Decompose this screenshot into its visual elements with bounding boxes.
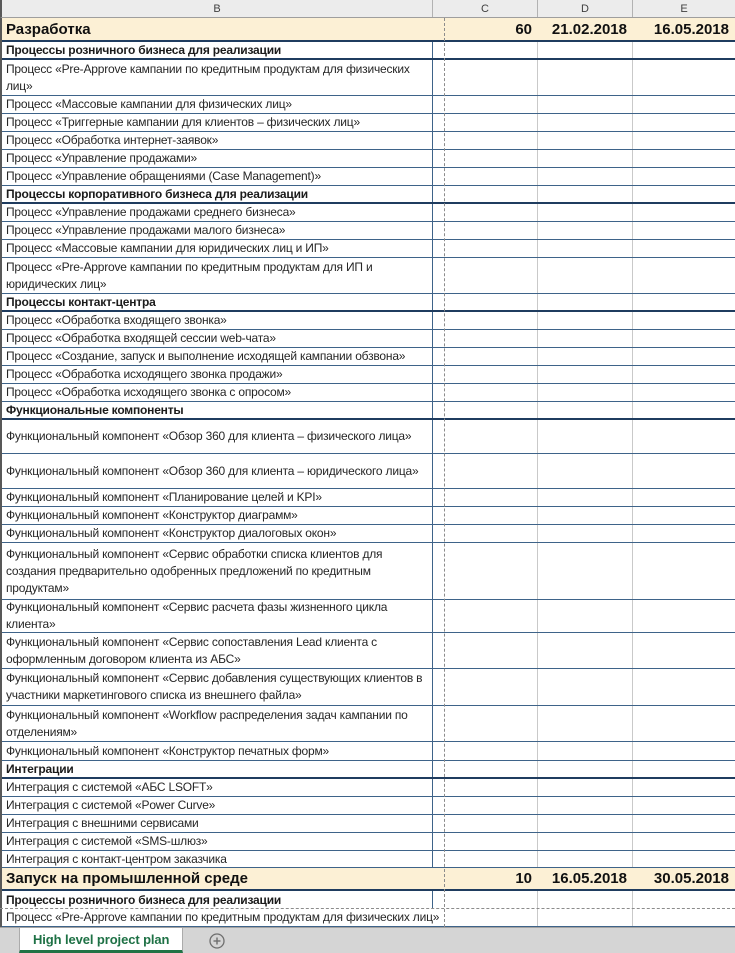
table-row <box>2 222 735 240</box>
cell-b[interactable]: Функциональный компонент «Конструктор диалоговых окон» <box>2 525 433 542</box>
cell-d[interactable] <box>538 742 633 760</box>
cell-e[interactable] <box>633 240 735 257</box>
cell-b[interactable]: Процессы контакт-центра <box>2 294 433 310</box>
cell-b[interactable]: Функциональный компонент «Планирование целей и KPI» <box>2 489 433 506</box>
cell-b[interactable]: Функциональный компонент «Сервис добавления существующих клиентов в участники маркетингового списка из внешнего файла» <box>2 669 433 705</box>
cell-e[interactable] <box>633 761 735 777</box>
cell-e[interactable] <box>633 420 735 453</box>
cell-b[interactable]: Процесс «Pre-Approve кампании по кредитным продуктам для физических лиц» <box>6 910 440 924</box>
cell-b[interactable]: Функциональный компонент «Сервис сопоставления Lead клиента с оформленным договором клиента из АБС» <box>2 633 433 668</box>
cell-b[interactable]: Процесс «Управление продажами среднего бизнеса» <box>2 204 433 221</box>
cell-e[interactable] <box>633 312 735 329</box>
table-row <box>2 833 735 851</box>
cell-d[interactable]: 16.05.2018 <box>551 870 627 887</box>
table-row <box>2 42 735 60</box>
cell-e[interactable] <box>633 525 735 542</box>
cell-b[interactable]: Процесс «Управление обращениями (Case Management)» <box>2 168 433 185</box>
cell-e[interactable] <box>633 96 735 113</box>
cell-c[interactable] <box>433 312 538 329</box>
cell-d[interactable] <box>538 525 633 542</box>
cell-e[interactable] <box>633 779 735 796</box>
cell-d[interactable] <box>538 507 633 524</box>
table-row <box>2 258 735 294</box>
cell-d[interactable] <box>538 454 633 488</box>
cell-b[interactable]: Процесс «Массовые кампании для физических лиц» <box>2 96 433 113</box>
cell-c[interactable] <box>433 420 538 453</box>
cell-c[interactable] <box>433 525 538 542</box>
cell-e[interactable] <box>633 258 735 293</box>
sheet-tab-label: High level project plan <box>33 931 170 947</box>
cell-b[interactable]: Процессы розничного бизнеса для реализации <box>2 42 433 58</box>
cell-d[interactable] <box>538 797 633 814</box>
cell-c[interactable] <box>433 507 538 524</box>
cell-d[interactable] <box>538 761 633 777</box>
cell-e[interactable] <box>633 633 735 668</box>
sheet-tab-bar <box>0 927 735 953</box>
column-header-e[interactable]: E <box>680 2 688 15</box>
cell-b[interactable]: Процесс «Управление продажами малого бизнеса» <box>2 222 433 239</box>
cell-e[interactable] <box>633 168 735 185</box>
cell-b[interactable]: Функциональные компоненты <box>2 402 433 418</box>
cell-c[interactable] <box>433 815 538 832</box>
cell-e[interactable] <box>633 60 735 95</box>
table-row <box>2 330 735 348</box>
cell-c[interactable] <box>433 204 538 221</box>
column-header-b[interactable]: B <box>2 0 433 17</box>
cell-e[interactable] <box>633 851 735 867</box>
table-row <box>2 797 735 815</box>
cell-c[interactable] <box>433 489 538 506</box>
cell-e[interactable] <box>633 454 735 488</box>
table-row <box>2 420 735 454</box>
cell-b[interactable]: Процесс «Обработка интернет-заявок» <box>2 132 433 149</box>
cell-b[interactable]: Интеграция с внешними сервисами <box>2 815 433 832</box>
cell-c[interactable] <box>433 600 538 632</box>
cell-d[interactable] <box>538 402 633 418</box>
cell-c[interactable] <box>433 258 538 293</box>
cell-c[interactable] <box>433 669 538 705</box>
cell-b[interactable]: Процесс «Триггерные кампании для клиентов – физических лиц» <box>2 114 433 131</box>
cell-e[interactable] <box>633 706 735 741</box>
table-row <box>2 96 735 114</box>
cell-c[interactable] <box>433 543 538 599</box>
cell-c[interactable] <box>433 168 538 185</box>
cell-b[interactable]: Процесс «Pre-Approve кампании по кредитным продуктам для ИП и юридических лиц» <box>2 258 433 293</box>
table-row <box>2 669 735 706</box>
cell-b[interactable]: Интеграция с контакт-центром заказчика <box>2 851 433 867</box>
cell-d[interactable] <box>538 132 633 149</box>
plus-circle-icon <box>209 933 225 949</box>
cell-c[interactable] <box>433 402 538 418</box>
table-row <box>2 507 735 525</box>
cell-b[interactable]: Процесс «Создание, запуск и выполнение исходящей кампании обзвона» <box>2 348 433 365</box>
cell-d[interactable] <box>538 543 633 599</box>
cell-c[interactable] <box>433 706 538 741</box>
cell-e[interactable] <box>633 909 735 926</box>
cell-d[interactable] <box>538 114 633 131</box>
cell-e[interactable] <box>633 891 735 909</box>
cell-c[interactable] <box>433 96 538 113</box>
cell-d[interactable] <box>538 294 633 310</box>
cell-b[interactable]: Интеграция с системой «Power Curve» <box>2 797 433 814</box>
table-row <box>2 312 735 330</box>
cell-b[interactable]: Функциональный компонент «Обзор 360 для клиента – юридического лица» <box>2 454 433 488</box>
cell-c[interactable] <box>433 222 538 239</box>
cell-d[interactable] <box>538 348 633 365</box>
cell-d[interactable] <box>538 42 633 58</box>
cell-e[interactable] <box>633 348 735 365</box>
cell-e[interactable] <box>633 294 735 310</box>
cell-d[interactable] <box>538 366 633 383</box>
cell-c[interactable] <box>433 150 538 167</box>
cell-e[interactable] <box>633 222 735 239</box>
cell-e[interactable] <box>633 600 735 632</box>
cell-d[interactable] <box>538 240 633 257</box>
cell-c[interactable] <box>433 60 538 95</box>
cell-d[interactable] <box>538 706 633 741</box>
cell-e[interactable] <box>633 132 735 149</box>
cell-e[interactable] <box>633 204 735 221</box>
table-row <box>2 543 735 600</box>
cell-e[interactable] <box>633 114 735 131</box>
cell-c[interactable] <box>433 891 538 909</box>
cell-c[interactable] <box>433 742 538 760</box>
column-headers-row <box>0 0 735 18</box>
cell-d[interactable] <box>538 168 633 185</box>
table-row <box>2 132 735 150</box>
cell-c[interactable] <box>433 454 538 488</box>
table-row <box>2 60 735 96</box>
cell-c[interactable] <box>433 833 538 850</box>
cell-c[interactable] <box>433 186 538 202</box>
table-row <box>2 240 735 258</box>
table-row <box>2 402 735 420</box>
cell-e[interactable] <box>633 815 735 832</box>
cell-e[interactable] <box>633 150 735 167</box>
cell-b[interactable]: Процесс «Обработка исходящего звонка с опросом» <box>2 384 433 401</box>
cell-e[interactable]: 16.05.2018 <box>653 20 729 38</box>
cell-b[interactable]: Интеграция с системой «SMS-шлюз» <box>2 833 433 850</box>
table-row <box>2 742 735 761</box>
cell-c[interactable] <box>433 366 538 383</box>
cell-d[interactable] <box>538 909 633 926</box>
cell-c[interactable]: 10 <box>515 870 532 887</box>
cell-b[interactable]: Процесс «Обработка входящей сессии web-чата» <box>2 330 433 347</box>
cell-e[interactable] <box>633 742 735 760</box>
cell-e[interactable] <box>633 384 735 401</box>
table-row <box>2 761 735 779</box>
new-sheet-button[interactable] <box>204 928 230 953</box>
cell-d[interactable] <box>538 150 633 167</box>
cell-c[interactable] <box>433 240 538 257</box>
table-row <box>2 294 735 312</box>
cell-b[interactable]: Функциональный компонент «Конструктор печатных форм» <box>2 742 433 760</box>
cell-b[interactable]: Интеграции <box>2 761 433 777</box>
cell-e[interactable] <box>633 366 735 383</box>
cell-b[interactable]: Функциональный компонент «Конструктор диаграмм» <box>2 507 433 524</box>
cell-b[interactable]: Процесс «Обработка исходящего звонка продажи» <box>2 366 433 383</box>
cell-b[interactable]: Разработка <box>6 20 91 38</box>
table-row <box>2 168 735 186</box>
column-header-d[interactable]: D <box>538 0 633 17</box>
cell-e[interactable] <box>633 797 735 814</box>
sheet-tab-high-level-project-plan[interactable] <box>19 928 183 953</box>
cell-d[interactable] <box>538 891 633 909</box>
table-row <box>2 868 735 891</box>
cell-c[interactable] <box>433 114 538 131</box>
cell-b[interactable]: Процесс «Обработка входящего звонка» <box>2 312 433 329</box>
cell-b[interactable]: Функциональный компонент «Сервис расчета фазы жизненного цикла клиента» <box>2 600 433 632</box>
table-row <box>2 706 735 742</box>
cell-d[interactable] <box>538 833 633 850</box>
cell-e[interactable] <box>633 402 735 418</box>
cell-c[interactable] <box>433 330 538 347</box>
cell-e[interactable]: 30.05.2018 <box>653 870 729 887</box>
cell-c[interactable] <box>433 384 538 401</box>
cell-b[interactable]: Функциональный компонент «Workflow распределения задач кампании по отделениям» <box>2 706 433 741</box>
cell-d[interactable] <box>538 420 633 453</box>
table-row <box>2 150 735 168</box>
cell-d[interactable] <box>538 669 633 705</box>
sheet-rows <box>0 18 735 928</box>
table-row <box>2 489 735 507</box>
table-row <box>2 384 735 402</box>
table-row <box>2 366 735 384</box>
cell-c[interactable] <box>433 294 538 310</box>
column-header-c[interactable]: C <box>433 0 538 17</box>
cell-d[interactable] <box>538 600 633 632</box>
cell-d[interactable] <box>538 186 633 202</box>
cell-e[interactable] <box>633 833 735 850</box>
cell-d[interactable] <box>538 815 633 832</box>
cell-c[interactable]: 60 <box>515 20 532 38</box>
table-row <box>2 779 735 797</box>
cell-b[interactable]: Интеграция с системой «АБС LSOFT» <box>2 779 433 796</box>
cell-d[interactable] <box>538 258 633 293</box>
cell-c[interactable] <box>433 779 538 796</box>
table-row <box>2 18 735 42</box>
cell-b[interactable]: Процесс «Массовые кампании для юридических лиц и ИП» <box>2 240 433 257</box>
table-row <box>2 348 735 366</box>
cell-d[interactable] <box>538 330 633 347</box>
cell-e[interactable] <box>633 543 735 599</box>
cell-e[interactable] <box>633 42 735 58</box>
cell-c[interactable] <box>433 797 538 814</box>
table-row <box>2 204 735 222</box>
table-row <box>2 891 735 909</box>
cell-b[interactable]: Процесс «Pre-Approve кампании по кредитным продуктам для физических лиц» <box>2 60 433 95</box>
cell-d[interactable] <box>538 633 633 668</box>
cell-b[interactable]: Функциональный компонент «Обзор 360 для клиента – физического лица» <box>2 420 433 453</box>
table-row <box>2 633 735 669</box>
cell-d[interactable] <box>538 312 633 329</box>
cell-b[interactable]: Процессы корпоративного бизнеса для реализации <box>2 186 433 202</box>
table-row <box>2 454 735 489</box>
cell-d[interactable] <box>538 384 633 401</box>
cell-b[interactable]: Процессы розничного бизнеса для реализации <box>2 891 433 909</box>
table-row <box>2 114 735 132</box>
cell-b[interactable]: Процесс «Управление продажами» <box>2 150 433 167</box>
cell-e[interactable] <box>633 669 735 705</box>
cell-c[interactable] <box>433 851 538 867</box>
cell-d[interactable] <box>538 60 633 95</box>
cell-c[interactable] <box>433 761 538 777</box>
cell-d[interactable] <box>538 96 633 113</box>
cell-e[interactable] <box>633 186 735 202</box>
cell-e[interactable] <box>633 330 735 347</box>
cell-e[interactable] <box>633 507 735 524</box>
cell-c[interactable] <box>433 42 538 58</box>
table-row <box>2 525 735 543</box>
cell-d[interactable] <box>538 489 633 506</box>
cell-d[interactable] <box>538 204 633 221</box>
cell-d[interactable] <box>538 779 633 796</box>
cell-d[interactable] <box>538 851 633 867</box>
cell-c[interactable] <box>433 132 538 149</box>
table-row <box>2 186 735 204</box>
cell-e[interactable] <box>633 489 735 506</box>
table-row <box>2 815 735 833</box>
cell-d[interactable]: 21.02.2018 <box>551 20 627 38</box>
cell-d[interactable] <box>538 222 633 239</box>
cell-c[interactable] <box>433 633 538 668</box>
cell-c[interactable] <box>433 348 538 365</box>
cell-c[interactable] <box>433 909 538 926</box>
table-row <box>2 600 735 633</box>
table-row <box>2 851 735 868</box>
cell-b[interactable]: Функциональный компонент «Сервис обработки списка клиентов для создания предварительно одобренных предложений по кредитным продуктам» <box>2 543 433 599</box>
cell-b[interactable]: Запуск на промышленной среде <box>6 870 249 887</box>
table-row <box>2 909 735 927</box>
